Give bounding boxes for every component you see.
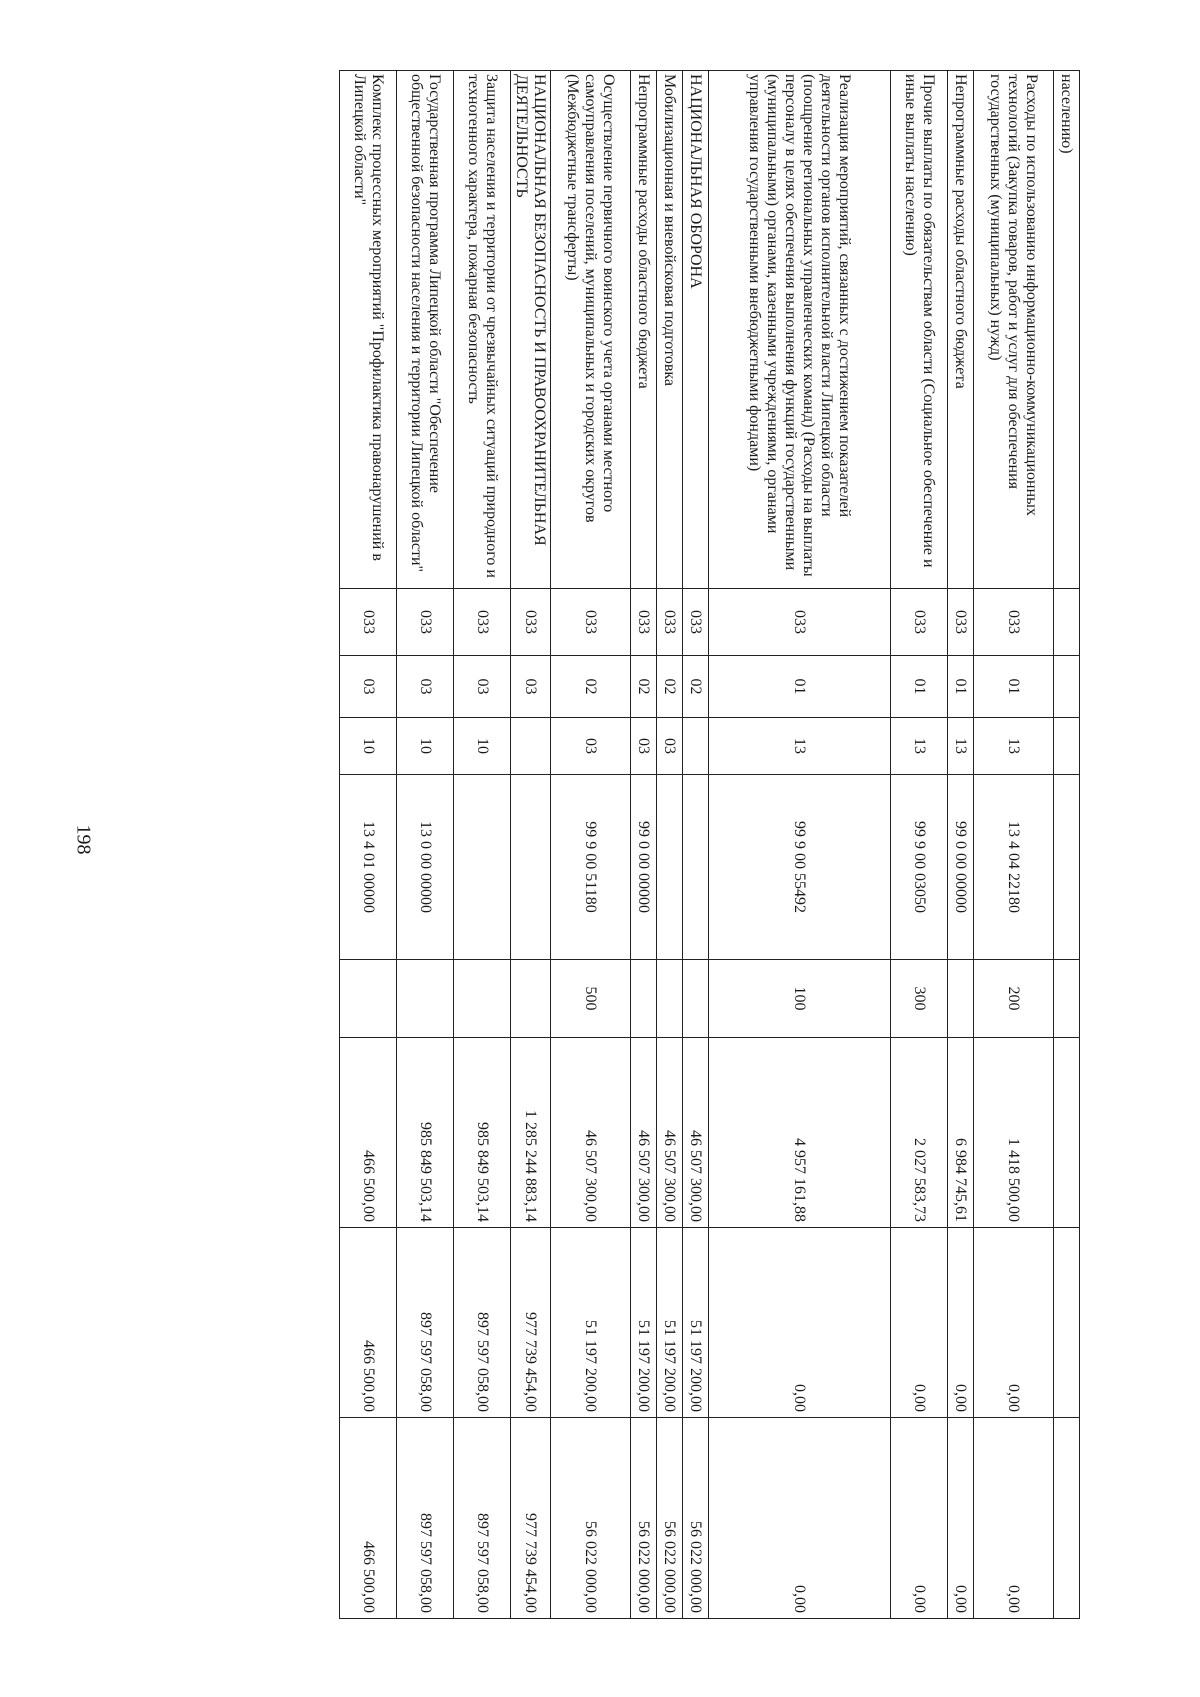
- line-item-name: Мобилизационная и вневойсковая подготовка: [657, 71, 683, 589]
- line-item-name: Государственная программа Липецкой области "Обеспечение общественной безопасности населения и территории Липецкой области": [397, 71, 454, 589]
- line-item-name: НАЦИОНАЛЬНАЯ ОБОРОНА: [683, 71, 709, 589]
- department-code: 033: [974, 589, 1054, 656]
- amount-year-3: 0,00: [709, 1418, 891, 1619]
- department-code: 033: [340, 589, 397, 656]
- amount-year-3: 56 022 000,00: [551, 1418, 631, 1619]
- section-code: 03: [454, 656, 511, 718]
- target-article-code: [511, 775, 551, 960]
- amount-year-3: 897 597 058,00: [397, 1418, 454, 1619]
- amount-year-1: 4 957 161,88: [709, 1038, 891, 1228]
- amount-year-3: 56 022 000,00: [631, 1418, 657, 1619]
- line-item-name: Прочие выплаты по обязательствам области (Социальное обеспечение и иные выплаты населению): [891, 71, 948, 589]
- table-row: [948, 71, 974, 1619]
- subsection-code: 13: [891, 718, 948, 775]
- page-number: 198: [72, 824, 95, 855]
- subsection-code: 10: [340, 718, 397, 775]
- department-code: [1054, 589, 1080, 656]
- department-code: 033: [948, 589, 974, 656]
- amount-year-3: 0,00: [948, 1418, 974, 1619]
- expense-type-code: [454, 960, 511, 1038]
- line-item-name: Непрограммные расходы областного бюджета: [631, 71, 657, 589]
- department-code: 033: [683, 589, 709, 656]
- amount-year-3: 0,00: [974, 1418, 1054, 1619]
- subsection-code: 03: [657, 718, 683, 775]
- amount-year-1: 2 027 583,73: [891, 1038, 948, 1228]
- line-item-name: Комплекс процессных мероприятий "Профилактика правонарушений в Липецкой области": [340, 71, 397, 589]
- expense-type-code: [1054, 960, 1080, 1038]
- subsection-code: 03: [631, 718, 657, 775]
- table-row: [891, 71, 948, 1619]
- section-code: 01: [948, 656, 974, 718]
- section-code: 01: [974, 656, 1054, 718]
- table-row: [397, 71, 454, 1619]
- expense-type-code: [340, 960, 397, 1038]
- amount-year-1: 466 500,00: [340, 1038, 397, 1228]
- line-item-name: Осуществление первичного воинского учета органами местного самоуправления поселений, муниципальных и городских округов (Межбюджетные трансферты): [551, 71, 631, 589]
- expense-type-code: 300: [891, 960, 948, 1038]
- amount-year-3: 0,00: [891, 1418, 948, 1619]
- subsection-code: [683, 718, 709, 775]
- department-code: 033: [397, 589, 454, 656]
- department-code: 033: [454, 589, 511, 656]
- amount-year-2: [1054, 1228, 1080, 1418]
- table-row: [454, 71, 511, 1619]
- target-article-code: 99 0 00 00000: [948, 775, 974, 960]
- amount-year-3: 466 500,00: [340, 1418, 397, 1619]
- subsection-code: [511, 718, 551, 775]
- amount-year-2: 51 197 200,00: [551, 1228, 631, 1418]
- line-item-name: Защита населения и территории от чрезвычайных ситуаций природного и техногенного характера, пожарная безопасность: [454, 71, 511, 589]
- amount-year-1: 46 507 300,00: [683, 1038, 709, 1228]
- section-code: [1054, 656, 1080, 718]
- target-article-code: 13 4 01 00000: [340, 775, 397, 960]
- amount-year-2: 897 597 058,00: [454, 1228, 511, 1418]
- expense-type-code: 200: [974, 960, 1054, 1038]
- line-item-name: Расходы по использованию информационно-коммуникационных технологий (Закупка товаров, работ и услуг для обеспечения государственных (муниципальных) нужд): [974, 71, 1054, 589]
- department-code: 033: [709, 589, 891, 656]
- line-item-name: населению): [1054, 71, 1080, 589]
- target-article-code: 13 0 00 00000: [397, 775, 454, 960]
- section-code: 02: [683, 656, 709, 718]
- budget-table-body: [340, 71, 1080, 1619]
- amount-year-1: 6 984 745,61: [948, 1038, 974, 1228]
- table-row: [709, 71, 891, 1619]
- amount-year-3: 977 739 454,00: [511, 1418, 551, 1619]
- expense-type-code: [683, 960, 709, 1038]
- amount-year-1: 1 418 500,00: [974, 1038, 1054, 1228]
- amount-year-3: [1054, 1418, 1080, 1619]
- target-article-code: [454, 775, 511, 960]
- table-row: [974, 71, 1054, 1619]
- expense-type-code: [631, 960, 657, 1038]
- target-article-code: 99 0 00 00000: [631, 775, 657, 960]
- target-article-code: 99 9 00 03050: [891, 775, 948, 960]
- amount-year-2: 0,00: [709, 1228, 891, 1418]
- department-code: 033: [511, 589, 551, 656]
- department-code: 033: [551, 589, 631, 656]
- subsection-code: 13: [948, 718, 974, 775]
- section-code: 02: [551, 656, 631, 718]
- amount-year-2: 977 739 454,00: [511, 1228, 551, 1418]
- amount-year-1: [1054, 1038, 1080, 1228]
- section-code: 01: [709, 656, 891, 718]
- amount-year-1: 985 849 503,14: [454, 1038, 511, 1228]
- table-row: [631, 71, 657, 1619]
- table-row: [340, 71, 397, 1619]
- section-code: 03: [511, 656, 551, 718]
- target-article-code: [683, 775, 709, 960]
- amount-year-3: 897 597 058,00: [454, 1418, 511, 1619]
- amount-year-2: 897 597 058,00: [397, 1228, 454, 1418]
- amount-year-1: 46 507 300,00: [631, 1038, 657, 1228]
- amount-year-2: 466 500,00: [340, 1228, 397, 1418]
- amount-year-1: 1 285 244 883,14: [511, 1038, 551, 1228]
- rotated-page: [127, 70, 1080, 1618]
- section-code: 02: [657, 656, 683, 718]
- amount-year-1: 985 849 503,14: [397, 1038, 454, 1228]
- amount-year-2: 51 197 200,00: [683, 1228, 709, 1418]
- amount-year-1: 46 507 300,00: [657, 1038, 683, 1228]
- table-row: [511, 71, 551, 1619]
- amount-year-2: 0,00: [948, 1228, 974, 1418]
- amount-year-2: 51 197 200,00: [631, 1228, 657, 1418]
- amount-year-1: 46 507 300,00: [551, 1038, 631, 1228]
- target-article-code: 13 4 04 22180: [974, 775, 1054, 960]
- target-article-code: [657, 775, 683, 960]
- department-code: 033: [631, 589, 657, 656]
- table-row: [1054, 71, 1080, 1619]
- amount-year-2: 0,00: [974, 1228, 1054, 1418]
- subsection-code: 13: [709, 718, 891, 775]
- amount-year-2: 51 197 200,00: [657, 1228, 683, 1418]
- line-item-name: НАЦИОНАЛЬНАЯ БЕЗОПАСНОСТЬ И ПРАВООХРАНИТЕЛЬНАЯ ДЕЯТЕЛЬНОСТЬ: [511, 71, 551, 589]
- expense-type-code: [511, 960, 551, 1038]
- table-row: [683, 71, 709, 1619]
- subsection-code: 03: [551, 718, 631, 775]
- line-item-name: Непрограммные расходы областного бюджета: [948, 71, 974, 589]
- amount-year-3: 56 022 000,00: [657, 1418, 683, 1619]
- table-row: [657, 71, 683, 1619]
- section-code: 03: [397, 656, 454, 718]
- section-code: 02: [631, 656, 657, 718]
- subsection-code: 10: [454, 718, 511, 775]
- target-article-code: 99 9 00 55492: [709, 775, 891, 960]
- target-article-code: 99 9 00 51180: [551, 775, 631, 960]
- section-code: 03: [340, 656, 397, 718]
- target-article-code: [1054, 775, 1080, 960]
- department-code: 033: [657, 589, 683, 656]
- expense-type-code: [657, 960, 683, 1038]
- section-code: 01: [891, 656, 948, 718]
- department-code: 033: [891, 589, 948, 656]
- line-item-name: Реализация мероприятий, связанных с достижением показателей деятельности органов исполнительной власти Липецкой области (поощрение региональных управленческих команд) (Расходы на выплаты персоналу в целях обеспечения выполнения функций государственными (муниципальными) органами, казенными учреждениями, органами управления государственными внебюджетными фондами): [709, 71, 891, 589]
- table-row: [551, 71, 631, 1619]
- amount-year-3: 56 022 000,00: [683, 1418, 709, 1619]
- expense-type-code: 500: [551, 960, 631, 1038]
- budget-table: [339, 70, 1080, 1619]
- subsection-code: [1054, 718, 1080, 775]
- expense-type-code: 100: [709, 960, 891, 1038]
- subsection-code: 13: [974, 718, 1054, 775]
- expense-type-code: [948, 960, 974, 1038]
- amount-year-2: 0,00: [891, 1228, 948, 1418]
- expense-type-code: [397, 960, 454, 1038]
- subsection-code: 10: [397, 718, 454, 775]
